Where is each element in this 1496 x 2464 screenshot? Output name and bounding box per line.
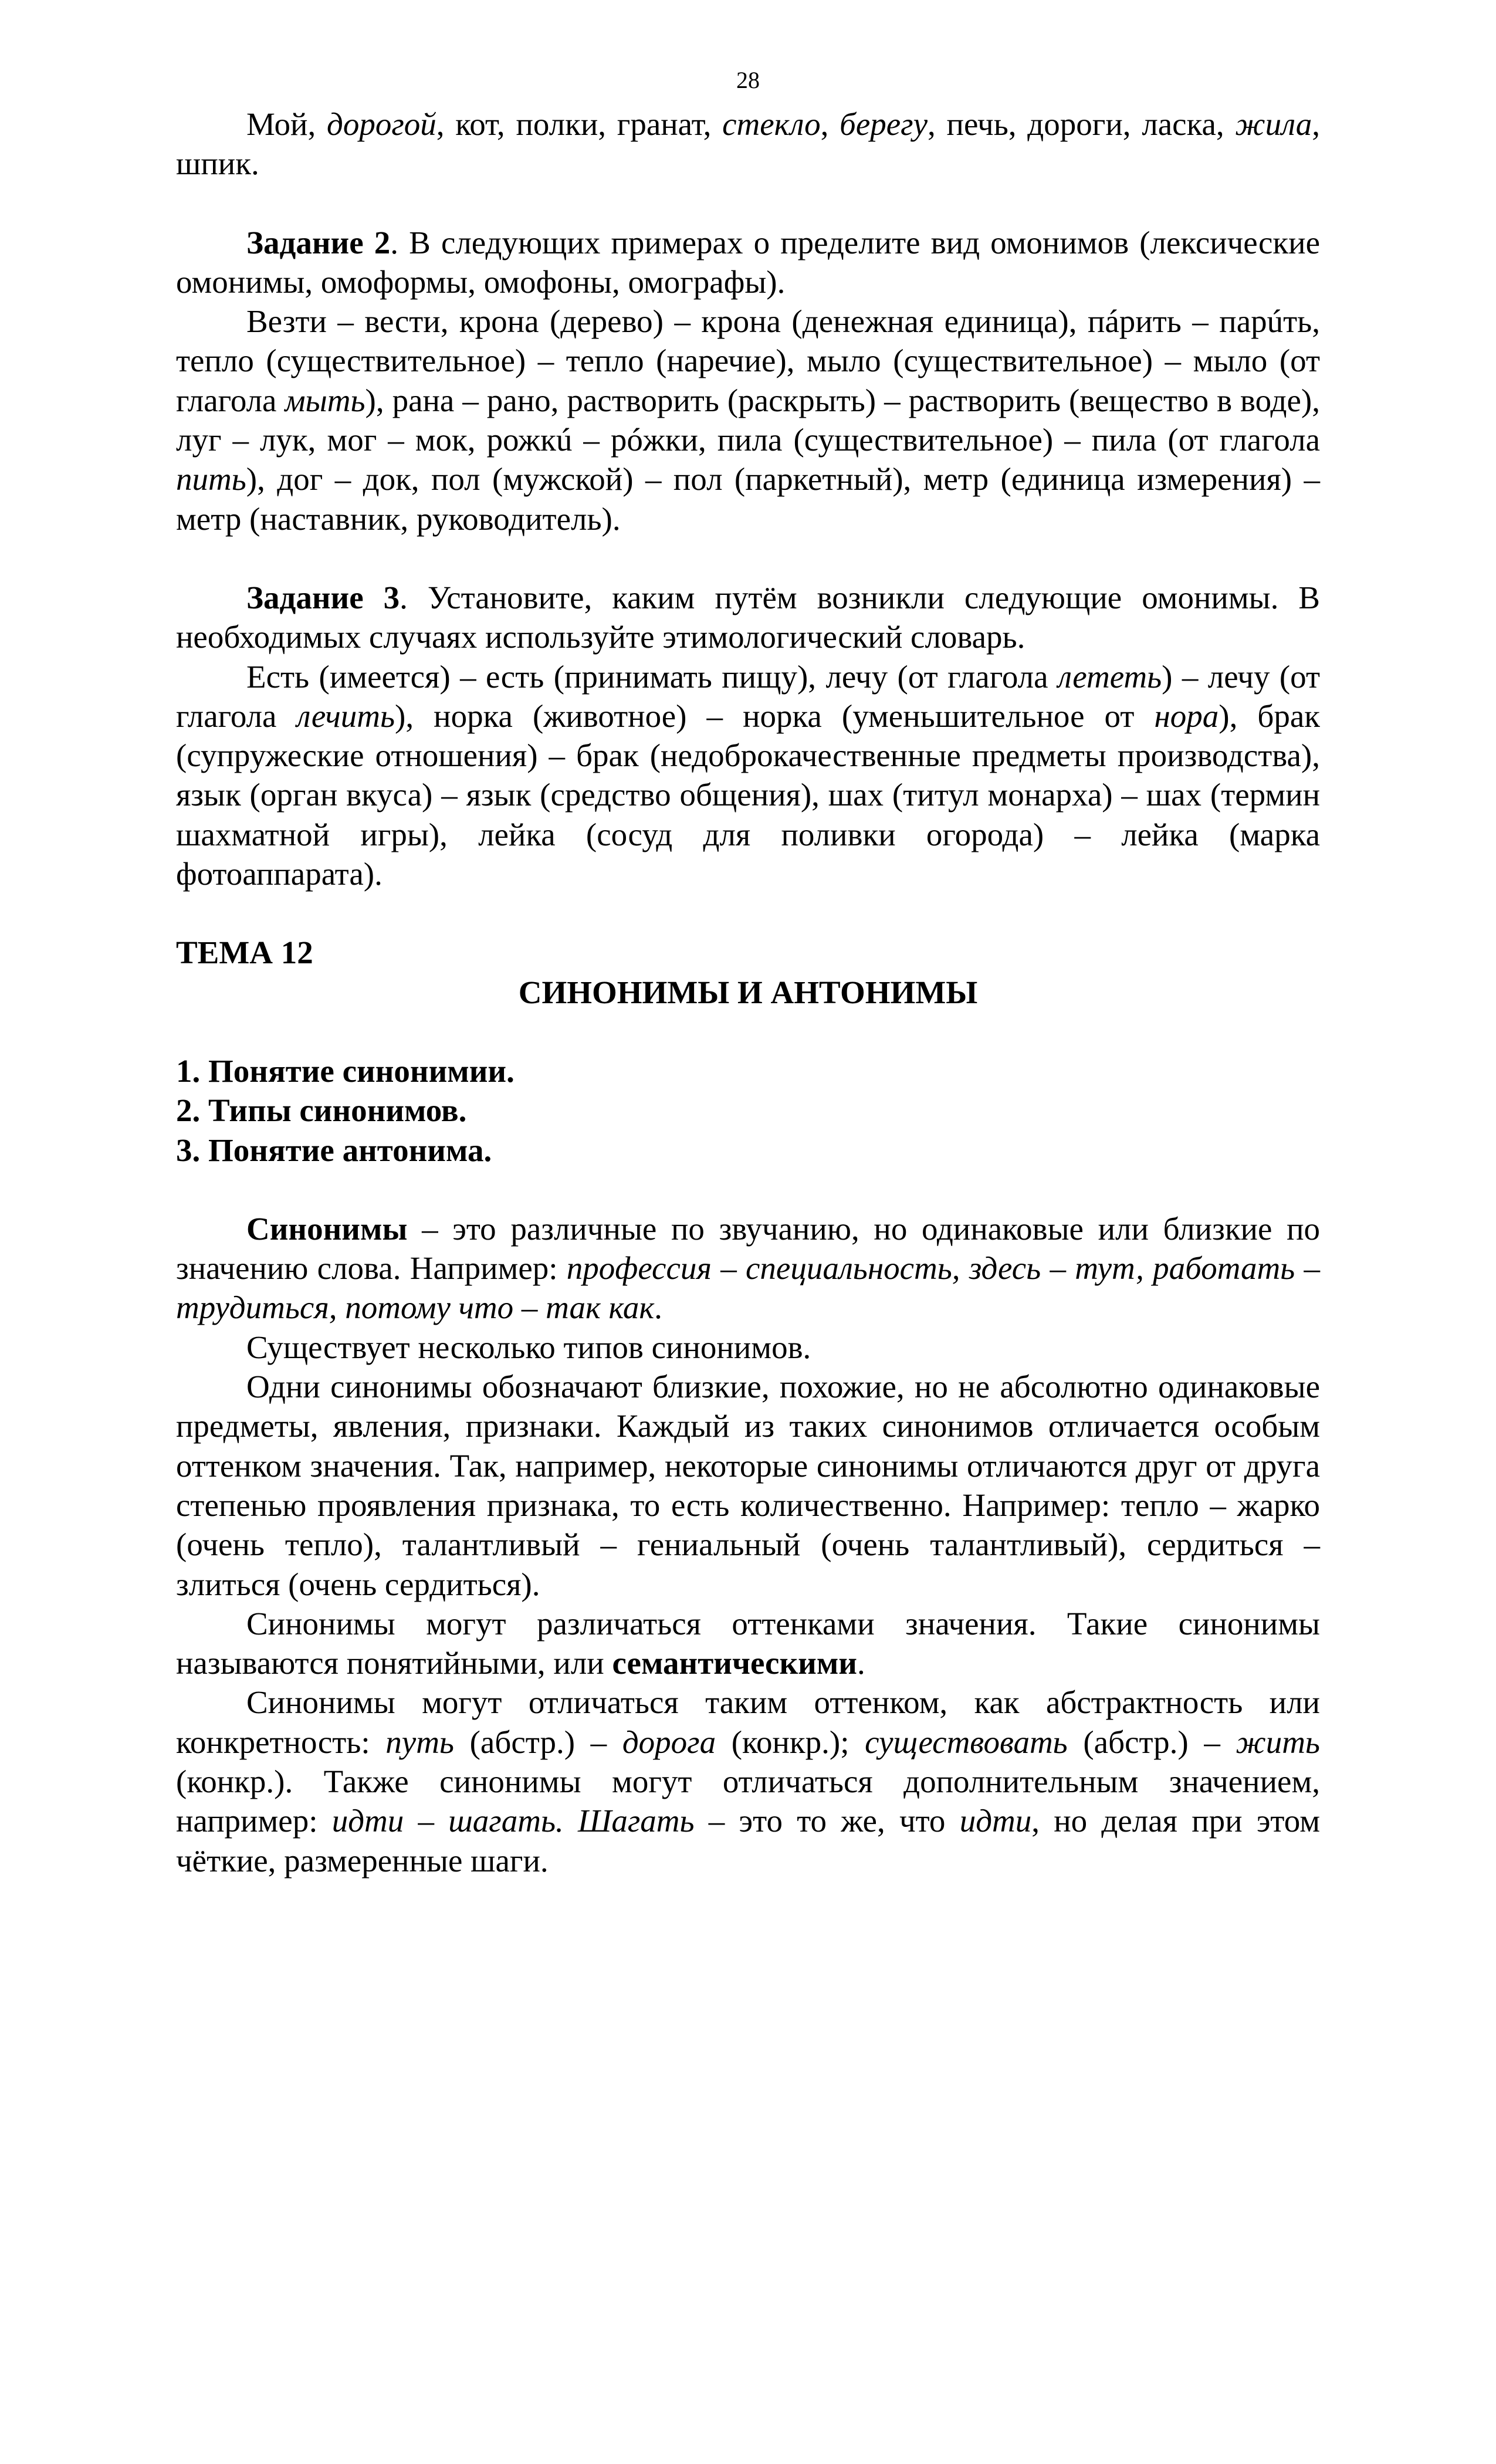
theme-title: СИНОНИМЫ И АНТОНИМЫ <box>518 974 978 1010</box>
plan-item: 3. Понятие антонима. <box>176 1132 492 1168</box>
task-2-label: Задание 2 <box>246 224 391 260</box>
word-list-paragraph: Мой, дорогой, кот, полки, гранат, стекло, берегу, печь, дороги, ласка, жила, шпик. <box>176 106 1320 182</box>
abstract-concrete-paragraph: Синонимы могут отличаться таким оттенком, как абстрактность или конкретность: путь (абстр.) – дорога (конкр.); существовать (абстр.) – жить (конкр.). Также синонимы могут отличаться дополнительным значением, например: идти – шагать. Шагать – это то же, что идти, но делая при этом чёткие, размеренные шаги. <box>176 1684 1320 1879</box>
plan-item: 1. Понятие синонимии. <box>176 1052 515 1089</box>
types-intro: Существует несколько типов синонимов. <box>246 1329 811 1365</box>
task-3-examples: Есть (имеется) – есть (принимать пищу), лечу (от глагола лететь) – лечу (от глагола лечить), норка (животное) – норка (уменьшительное от нора), брак (супружеские отношения) – брак (недоброкачественные предметы производства), язык (орган вкуса) – язык (средство общения), шах (титул монарха) – шах (термин шахматной игры), лейка (сосуд для поливки огорода) – лейка (марка фотоаппарата). <box>176 658 1320 892</box>
semantic-paragraph: Синонимы могут различаться оттенками значения. Такие синонимы называются понятийными, или семантическими. <box>176 1605 1320 1681</box>
theme-plan <box>176 1051 1320 1170</box>
theme-label: ТЕМА 12 <box>176 935 313 971</box>
task-2-instruction: Задание 2. В следующих примерах о пределите вид омонимов (лексические омонимы, омоформы, омофоны, омографы). <box>176 224 1320 300</box>
ideographic-paragraph: Одни синонимы обозначают близкие, похожие, но не абсолютно одинаковые предметы, явления, признаки. Каждый из таких синонимов отличается особым оттенком значения. Так, например, некоторые синонимы отличаются друг от друга степенью проявления признака, то есть количественно. Например: тепло – жарко (очень тепло), талантливый – гениальный (очень талантливый), сердиться – злиться (очень сердиться). <box>176 1369 1320 1602</box>
synonym-definition: Синонимы – это различные по звучанию, но одинаковые или близкие по значению слова. Например: профессия – специальность, здесь – тут, работать – трудиться, потому что – так как. <box>176 1210 1320 1326</box>
page-number: 28 <box>736 67 760 93</box>
plan-item: 2. Типы синонимов. <box>176 1092 467 1129</box>
task-3-label: Задание 3 <box>246 579 400 615</box>
task-2-examples: Везти – вести, крона (дерево) – крона (денежная единица), пáрить – парúть, тепло (существительное) – тепло (наречие), мыло (существительное) – мыло (от глагола мыть), рана – рано, растворить (раскрыть) – растворить (вещество в воде), луг – лук, мог – мок, рожкú – рóжки, пила (существительное) – пила (от глагола пить), дог – док, пол (мужской) – пол (паркетный), метр (единица измерения) – метр (наставник, руководитель). <box>176 303 1320 537</box>
task-3-instruction: Задание 3. Установите, каким путём возникли следующие омонимы. В необходимых случаях используйте этимологический словарь. <box>176 579 1320 655</box>
page-content <box>176 104 1320 1880</box>
